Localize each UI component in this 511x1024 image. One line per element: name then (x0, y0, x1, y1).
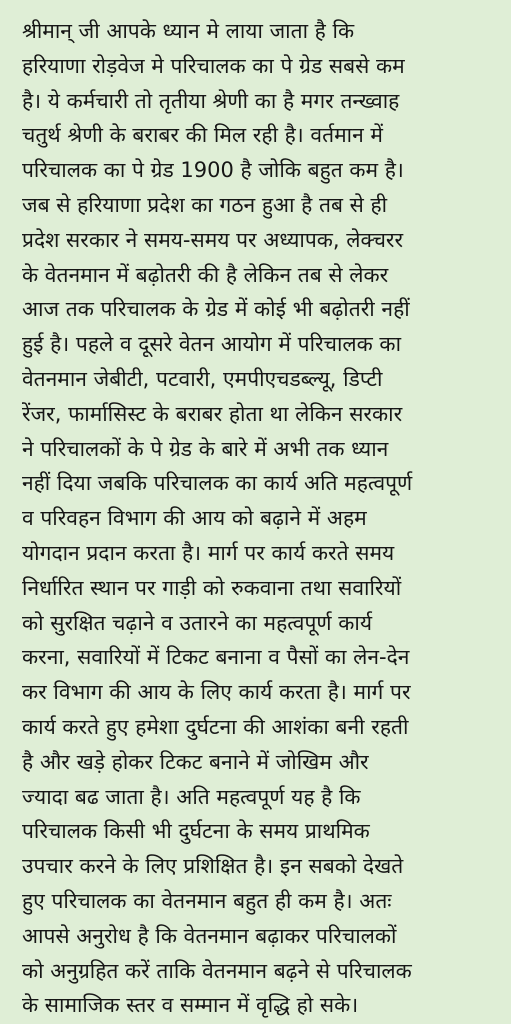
message-line: श्रीमान् जी आपके ध्यान मे लाया जाता है कि (22, 19, 355, 43)
message-line: वेतनमान जेबीटी, पटवारी, एमपीएचडब्ल्यू, डिप्टी (22, 366, 383, 391)
message-line: ज्यादा बढ जाता है। अति महत्वपूर्ण यह है कि (22, 784, 361, 809)
message-line: आज तक परिचालक के ग्रेड में कोई भी बढ़ोतरी नहीं (22, 297, 410, 322)
message-line: हुई है। पहले व दूसरे वेतन आयोग में परिचालक का (22, 332, 402, 357)
message-line: को अनुग्रहित करें ताकि वेतनमान बढ़ने से परिचालक (22, 958, 412, 983)
message-line: रेंजर, फार्मासिस्ट के बराबर होता था लेकिन सरकार (22, 401, 403, 426)
message-line: आपसे अनुरोध है कि वेतनमान बढ़ाकर परिचालकों (22, 923, 397, 948)
message-line: उपचार करने के लिए प्रशिक्षित है। इन सबको देखते (22, 854, 404, 879)
message-line: जब से हरियाणा प्रदेश का गठन हुआ है तब से ही (22, 192, 388, 217)
message-line: करना, सवारियों में टिकट बनाना व पैसों का लेन-देन (22, 645, 410, 670)
message-line: के वेतनमान में बढ़ोतरी की है लेकिन तब से लेकर (22, 262, 389, 287)
message-body (22, 14, 501, 1023)
message-line: व परिवहन विभाग की आय को बढ़ाने में अहम (22, 506, 367, 531)
message-line: को सुरक्षित चढ़ाने व उतारने का महत्वपूर्ण कार्य (22, 610, 373, 635)
message-line: हुए परिचालक का वेतनमान बहुत ही कम है। अतः (22, 888, 392, 913)
message-line: निर्धारित स्थान पर गाड़ी को रुकवाना तथा सवारियों (22, 575, 402, 600)
message-line: हरियाणा रोड़वेज मे परिचालक का पे ग्रेड सबसे कम (22, 53, 405, 78)
message-line: के सामाजिक स्तर व सम्मान में वृद्धि हो सके। (22, 993, 359, 1018)
message-line: कर विभाग की आय के लिए कार्य करता है। मार्ग पर (22, 680, 411, 705)
message-line: कार्य करते हुए हमेशा दुर्घटना की आशंका बनी रहती (22, 714, 409, 739)
message-line: योगदान प्रदान करता है। मार्ग पर कार्य करते समय (22, 540, 395, 565)
message-line: चतुर्थ श्रेणी के बराबर की मिल रही है। वर्तमान में (22, 123, 383, 148)
message-line: है और खड़े होकर टिकट बनाने में जोखिम और (22, 749, 369, 774)
message-line: परिचालक किसी भी दुर्घटना के समय प्राथमिक (22, 819, 370, 844)
message-line: प्रदेश सरकार ने समय-समय पर अध्यापक, लेक्चरर (22, 227, 404, 252)
message-line: परिचालक का पे ग्रेड 1900 है जोकि बहुत कम है। (22, 158, 404, 183)
message-line: ने परिचालकों के पे ग्रेड के बारे में अभी तक ध्यान (22, 436, 389, 461)
message-line: है। ये कर्मचारी तो तृतीया श्रेणी का है मगर तन्ख्वाह (22, 88, 400, 113)
message-line: नहीं दिया जबकि परिचालक का कार्य अति महत्वपूर्ण (22, 471, 413, 496)
